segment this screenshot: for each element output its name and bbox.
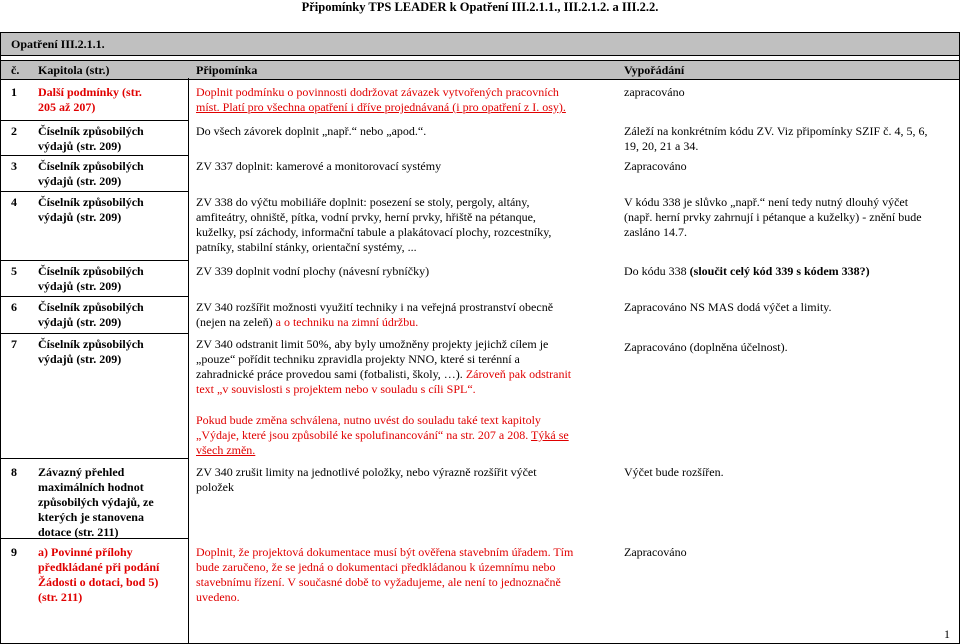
row-divider [0,296,188,297]
row-comment: ZV 339 doplnit vodní plochy (návesní rybníčky) [196,264,430,278]
row-comment: ZV 340 rozšířit možnosti využití techniky i na veřejná prostranství obecně (nejen na zeleň) a o techniku na zimní údržbu. [196,300,554,329]
row-divider [0,333,188,334]
row-comment: ZV 337 doplnit: kamerové a monitorovací systémy [196,159,442,173]
header-number: č. [11,63,20,77]
row-divider [0,191,188,192]
row-resolution: Zapracováno [624,159,687,173]
row-number: 4 [11,195,17,209]
row-comment: Doplnit podmínku o povinnosti dodržovat závazek vytvořených pracovních míst. Platí pro všechna opatření i dříve projednávaná (i pro opatření z I. osy). [196,85,566,114]
section-title: Opatření III.2.1.1. [11,37,105,51]
row-chapter: Závazný přehled maximálních hodnot způsobilých výdajů, ze kterých je stanovena dotace (str. 211) [38,465,154,539]
row-number: 8 [11,465,17,479]
row-resolution: V kódu 338 je slůvko „např.“ není tedy nutný dlouhý výčet (např. herní prvky zahrnují i pétanque a kuželky) - znění bude zasláno 14.7. [624,195,922,239]
column-divider [188,78,189,644]
row-chapter: Číselník způsobilých výdajů (str. 209) [38,195,144,224]
row-number: 5 [11,264,17,278]
row-resolution: Záleží na konkrétním kódu ZV. Viz připomínky SZIF č. 4, 5, 6, 19, 20, 21 a 34. [624,124,928,153]
row-number: 2 [11,124,17,138]
row-comment: ZV 340 zrušit limity na jednotlivé položky, nebo výrazně rozšířit výčet položek [196,465,537,494]
row-number: 3 [11,159,17,173]
row-number: 1 [11,85,17,99]
row-chapter: Číselník způsobilých výdajů (str. 209) [38,124,144,153]
row-chapter: Další podmínky (str. 205 až 207) [38,85,142,114]
row-resolution: zapracováno [624,85,685,99]
row-resolution: Do kódu 338 (sloučit celý kód 339 s kódem 338?) [624,264,870,278]
row-divider [0,120,188,121]
row-comment: Do všech závorek doplnit „např.“ nebo „apod.“. [196,124,427,138]
header-comment: Připomínka [196,63,258,77]
row-resolution: Zapracováno NS MAS dodá výčet a limity. [624,300,832,314]
row-chapter: a) Povinné přílohy předkládané při podání Žádosti o dotaci, bod 5) (str. 211) [38,545,160,604]
header-resolution: Vypořádání [624,63,685,77]
row-number: 7 [11,337,17,351]
table-header [0,60,960,80]
row-resolution: Zapracováno (doplněna účelnost). [624,340,788,354]
header-chapter: Kapitola (str.) [38,63,110,77]
row-divider [0,155,188,156]
row-divider [0,458,188,459]
row-resolution: Zapracováno [624,545,687,559]
row-number: 6 [11,300,17,314]
section-bar [0,32,960,56]
row-divider [0,260,188,261]
page-number: 1 [944,627,950,641]
row-chapter: Číselník způsobilých výdajů (str. 209) [38,337,144,366]
row-chapter: Číselník způsobilých výdajů (str. 209) [38,300,144,329]
row-comment: ZV 338 do výčtu mobiliáře doplnit: posezení se stoly, pergoly, altány, amfiteátry, ohniště, pítka, vodní prvky, herní prvky, hřiště na pétanque, kuželky, psí záchody, informační tabule a plakátovací plochy, rozcestníky, patníky, stabilní stánky, orientační systémy, ... [196,195,552,254]
row-comment: ZV 340 odstranit limit 50%, aby byly umožněny projekty jejichž cílem je „pouze“ pořídit techniku zpravidla projekty NNO, které si terénní a zahradnické práce provedou sami (fotbalisti, školy, …). Zároveň pak odstranit text „v souvislosti s projektem nebo v souladu s cíli SPL“. [196,337,572,396]
row-comment-note: Pokud bude změna schválena, nutno uvést do souladu také text kapitoly „Výdaje, které jsou způsobilé ke spolufinancování“ na str. 207 a 208. Týká se všech změn. [196,413,569,457]
row-comment: Doplnit, že projektová dokumentace musí být ověřena stavebním úřadem. Tím bude zaručeno, že se jedná o dokumentaci předkládanou k územnímu nebo stavebnímu řízení. V současné době to vyžadujeme, ale není to jednoznačně uvedeno. [196,545,574,604]
table-left-border [0,32,1,644]
row-chapter: Číselník způsobilých výdajů (str. 209) [38,264,144,293]
document-title: Připomínky TPS LEADER k Opatření III.2.1.1., III.2.1.2. a III.2.2. [301,0,659,14]
row-chapter: Číselník způsobilých výdajů (str. 209) [38,159,144,188]
row-number: 9 [11,545,17,559]
row-resolution: Výčet bude rozšířen. [624,465,724,479]
